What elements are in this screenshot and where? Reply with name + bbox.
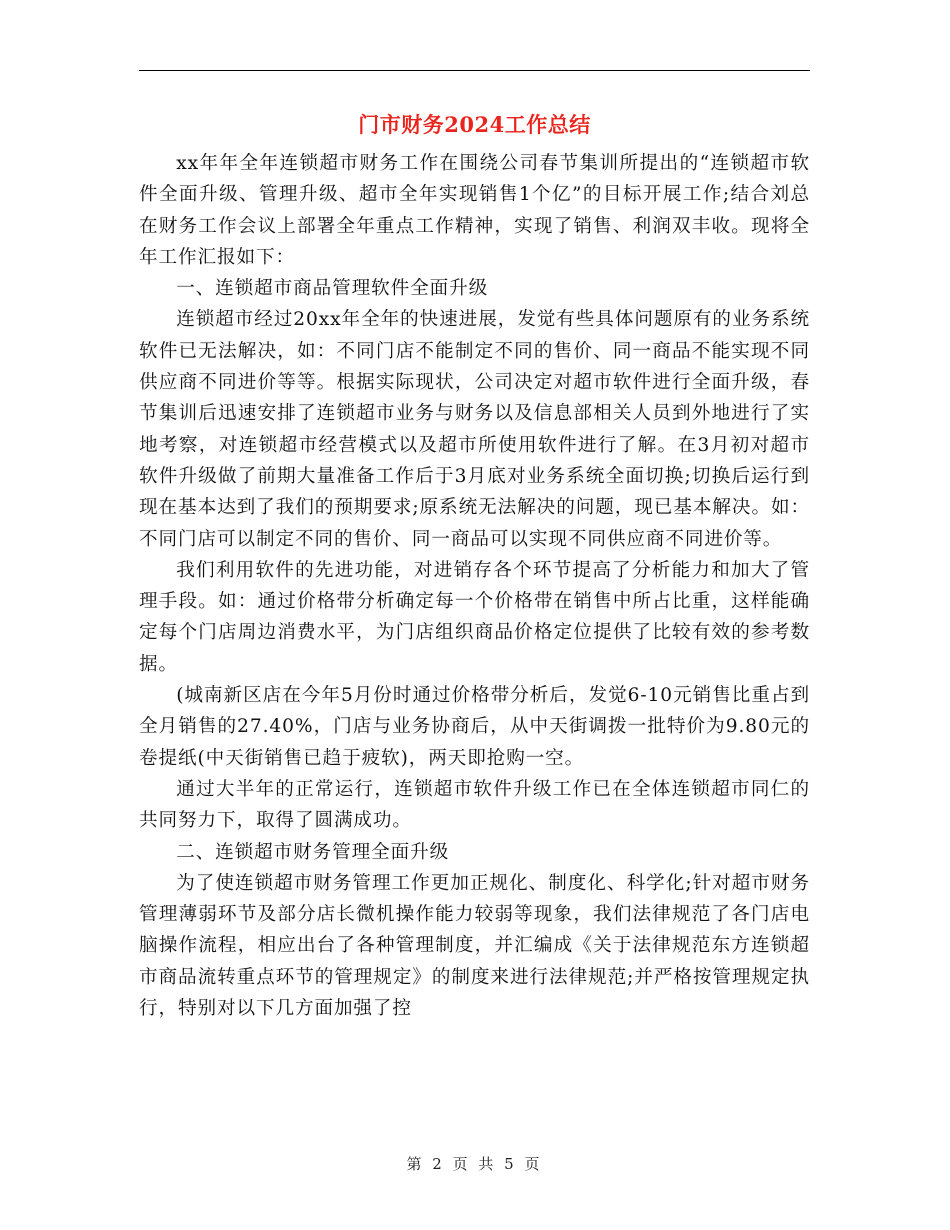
section-heading-1: 一、连锁超市商品管理软件全面升级 [176, 278, 489, 300]
body-paragraph: 我们利用软件的先进功能，对进销存各个环节提高了分析能力和加大了管理手段。如：通过价格带分析确定每一个价格带在销售中所占比重，这样能确定每个门店周边消费水平，为门店组织商品价格定位提供了比较有效的参考数据。 [139, 559, 810, 675]
document-title: 门市财务2024工作总结 [358, 112, 591, 137]
document-body [139, 148, 810, 1024]
body-paragraph: (城南新区店在今年5月份时通过价格带分析后，发觉6-10元销售比重占到全月销售的27.40%，门店与业务协商后，从中天街调拨一批特价为9.80元的卷提纸(中天街销售已趋于疲软)，两天即抢购一空。 [139, 685, 810, 769]
body-paragraph: 连锁超市经过20xx年全年的快速进展，发觉有些具体问题原有的业务系统软件已无法解决，如：不同门店不能制定不同的售价、同一商品不能实现不同供应商不同进价等等。根据实际现状，公司决定对超市软件进行全面升级，春节集训后迅速安排了连锁超市业务与财务以及信息部相关人员到外地进行了实地考察，对连锁超市经营模式以及超市所使用软件进行了解。在3月初对超市软件升级做了前期大量准备工作后于3月底对业务系统全面切换;切换后运行到现在基本达到了我们的预期要求;原系统无法解决的问题，现已基本解决。如：不同门店可以制定不同的售价、同一商品可以实现不同供应商不同进价等。 [139, 309, 810, 550]
body-paragraph: 为了使连锁超市财务管理工作更加正规化、制度化、科学化;针对超市财务管理薄弱环节及部分店长微机操作能力较弱等现象，我们法律规范了各门店电脑操作流程，相应出台了各种管理制度，并汇编成《关于法律规范东方连锁超市商品流转重点环节的管理规定》的制度来进行法律规范;并严格按管理规定执行，特别对以下几方面加强了控 [139, 872, 810, 1020]
page-number-footer: 第 2 页 共 5 页 [406, 1155, 543, 1173]
section-heading-2: 二、连锁超市财务管理全面升级 [176, 841, 450, 863]
header-rule [139, 70, 810, 71]
intro-paragraph: xx年年全年连锁超市财务工作在围绕公司春节集训所提出的“连锁超市软件全面升级、管理升级、超市全年实现销售1个亿”的目标开展工作;结合刘总在财务工作会议上部署全年重点工作精神，实现了销售、利润双丰收。现将全年工作汇报如下： [139, 153, 810, 268]
body-paragraph: 通过大半年的正常运行，连锁超市软件升级工作已在全体连锁超市同仁的共同努力下，取得了圆满成功。 [139, 778, 810, 832]
